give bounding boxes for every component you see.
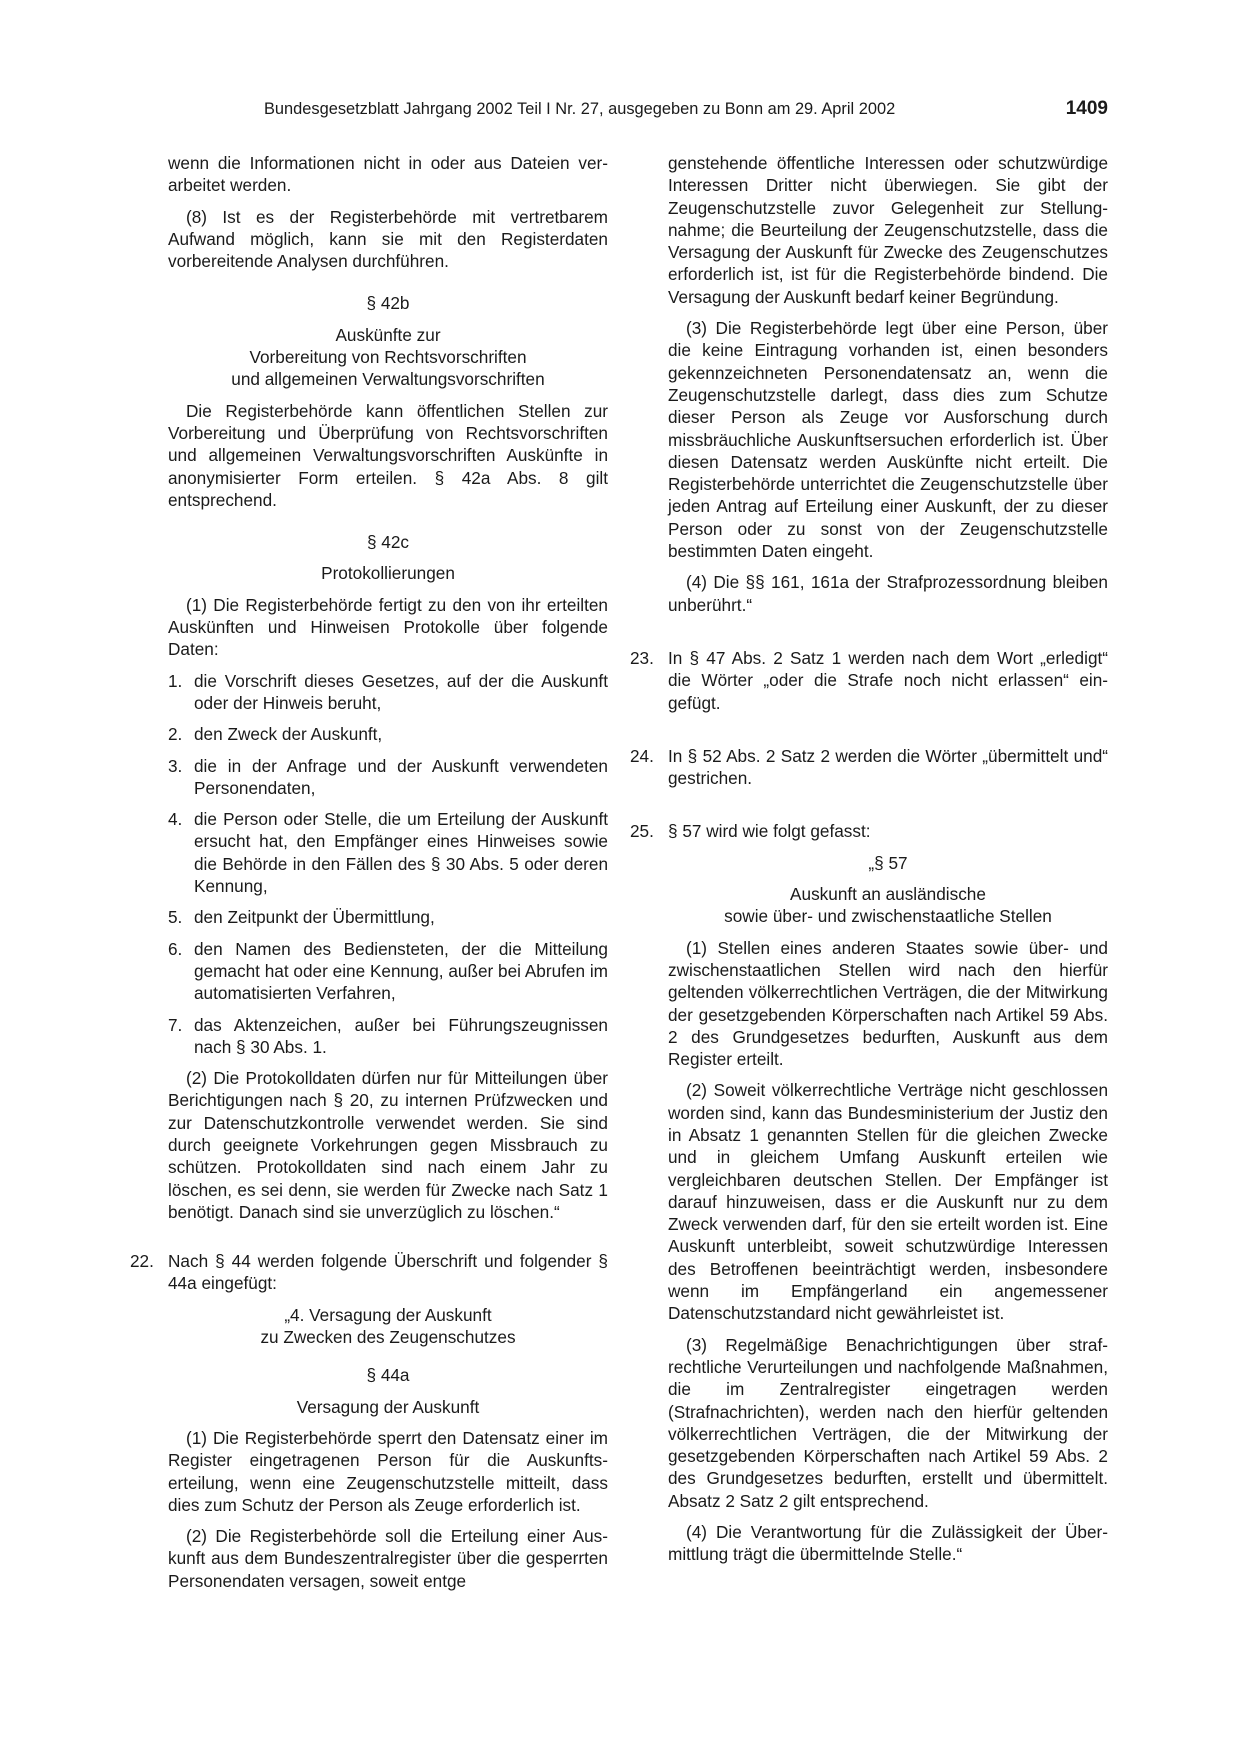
section-44a-paragraph-3: (3) Die Registerbehörde legt über eine Person, über die keine Eintragung vorhanden ist, einen besonders gekennzeichneten Personendatensatz an, wenn die Zeugenschutzstelle darlegt, dass dies zum Schutze dieser Person als Zeuge vor Ausforschung durch missbräuchliche Auskunftsersuchen erforderlich ist. Über diesen Datensatz werden Auskünfte nicht erteilt. Die Registerbehörde unterrichtet die Zeugenschutzstelle über jeden Antrag auf Erteilung einer Auskunft, der zu dieser Person oder zu sonst von der Zeugenschutzstelle bestimmten Daten eingeht. <box>668 318 1108 562</box>
list-item <box>168 1014 608 1059</box>
amendment-24 <box>632 745 1108 790</box>
page-number: 1409 <box>1065 98 1108 119</box>
amendment-23 <box>632 647 1108 714</box>
section-42b-title-line-1: Auskünfte zur <box>335 324 441 345</box>
list-item <box>168 906 608 928</box>
section-57-heading: „§ 57 <box>868 852 908 873</box>
subheading-line-2: zu Zwecken des Zeugenschutzes <box>260 1327 516 1348</box>
section-42b-title-line-2: Vorbereitung von Rechtsvorschriften <box>249 347 527 368</box>
paragraph-8: (8) Ist es der Registerbehörde mit vertretbarem Aufwand möglich, kann sie mit den Registerdaten vorbereitende Analysen durchführen. <box>168 206 608 272</box>
amendment-text: Nach § 44 werden folgende Überschrift und folgender § 44a eingefügt: <box>168 1251 608 1294</box>
list-item-text: die in der Anfrage und der Auskunft verwendeten Personendaten, <box>194 755 608 798</box>
section-42b-text: Die Registerbehörde kann öffentlichen Stellen zur Vorbereitung und Überprüfung von Rechtsvorschriften und allgemeinen Verwaltungsvorschriften Auskünfte in anonymisierter Form erteilen. § 42a Abs. 8 gilt entsprechend. <box>168 400 608 510</box>
list-item-number: 6. <box>168 938 183 959</box>
continued-paragraph: genstehende öffentliche Interessen oder schutzwürdige Interessen Dritter nicht überwiegen. Sie gibt der Zeugenschutzstelle zuvor Gelegenheit zur Stellungnahme; die Beurteilung der Zeugenschutzstelle, dass die Versagung der Auskunft für Zwecke des Zeugenschutzes erforderlich ist, ist für die Registerbehörde bindend. Die Versagung der Auskunft bedarf keiner Begründung. <box>668 153 1108 307</box>
amendment-number: 22. <box>130 1251 154 1272</box>
list-item-number: 7. <box>168 1014 183 1035</box>
list-item <box>168 938 608 1005</box>
list-item-number: 5. <box>168 907 183 928</box>
list-item-number: 1. <box>168 670 183 691</box>
list-item <box>168 723 608 745</box>
right-column <box>630 152 1108 1575</box>
section-57-paragraph-3: (3) Regelmäßige Benachrichtigungen über strafrechtliche Verurteilungen und nachfolgende Maßnahmen, die im Zentralregister eingetragen werden (Strafnachrichten), werden nach den hierfür geltenden völkerrechtlichen Verträgen, die der Mitwirkung der gesetzgebenden Körperschaften nach Artikel 59 Abs. 2 des Grundgesetzes bedurften, erstellt und übermittelt. Absatz 2 Satz 2 gilt entsprechend. <box>668 1334 1108 1511</box>
section-42b-title-line-3: und allgemeinen Verwaltungsvorschriften <box>231 369 545 390</box>
list-item-text: den Zweck der Auskunft, <box>194 724 383 745</box>
amendment-text: § 57 wird wie folgt gefasst: <box>668 821 871 842</box>
section-44a-paragraph-2: (2) Die Registerbehörde soll die Erteilung einer Auskunft aus dem Bundeszentralregister über die gesperrten Personendaten versagen, soweit entge <box>168 1526 608 1591</box>
section-44a-heading: § 44a <box>366 1365 410 1386</box>
list-item-number: 2. <box>168 724 183 745</box>
list-item-text: den Zeitpunkt der Übermittlung, <box>194 907 435 928</box>
amendment-number: 24. <box>630 745 654 766</box>
amendment-text: In § 52 Abs. 2 Satz 2 werden die Wörter „übermittelt und“ gestrichen. <box>668 745 1108 789</box>
amendment-number: 23. <box>630 647 654 668</box>
list-item <box>168 755 608 800</box>
list-item-text: die Vorschrift dieses Gesetzes, auf der die Auskunft oder der Hinweis beruht, <box>194 670 608 713</box>
section-44a-paragraph-1: (1) Die Registerbehörde sperrt den Datensatz einer im Register eingetragenen Person für die Auskunftserteilung, wenn eine Zeugenschutzstelle mitteilt, dass dies zum Schutz der Person als Zeuge erforderlich ist. <box>168 1427 608 1515</box>
list-item-text: die Person oder Stelle, die um Erteilung der Auskunft ersucht hat, den Empfänger eines Hinweises sowie die Behörde in den Fällen des § 30 Abs. 5 oder deren Kennung, <box>194 809 608 897</box>
section-57-title-line-2: sowie über- und zwischenstaatliche Stellen <box>724 906 1052 927</box>
list-item-number: 4. <box>168 809 183 830</box>
section-44a-title: Versagung der Auskunft <box>296 1396 480 1417</box>
running-head: Bundesgesetzblatt Jahrgang 2002 Teil I Nr. 27, ausgegeben zu Bonn am 29. April 2002 <box>264 100 896 118</box>
list-item-number: 3. <box>168 755 183 776</box>
section-42c-title: Protokollierungen <box>321 563 455 584</box>
section-42c-paragraph-1: (1) Die Registerbehörde fertigt zu den von ihr erteilten Auskünften und Hinweisen Protokolle über folgende Daten: <box>168 594 608 660</box>
continued-paragraph: wenn die Informationen nicht in oder aus Dateien verarbeitet werden. <box>168 153 608 196</box>
section-57-paragraph-4: (4) Die Verantwortung für die Zulässigkeit der Übermittlung trägt die übermittelnde Stelle.“ <box>668 1522 1108 1565</box>
section-57-paragraph-1: (1) Stellen eines anderen Staates sowie über- und zwischenstaatlichen Stellen wird nach den hierfür geltenden völkerrechtlichen Verträgen, die der Mitwirkung der gesetzgebenden Körperschaften nach Artikel 59 Abs. 2 des Grundgesetzes bedurften, Auskunft aus dem Register erteilt. <box>668 937 1108 1070</box>
section-57-title-line-1: Auskunft an ausländische <box>790 884 986 905</box>
amendment-text: In § 47 Abs. 2 Satz 1 werden nach dem Wort „erledigt“ die Wörter „oder die Strafe noch nicht erlassen“ eingefügt. <box>668 647 1108 713</box>
section-42c-heading: § 42c <box>366 532 410 553</box>
section-42c-paragraph-2: (2) Die Protokolldaten dürfen nur für Mitteilungen über Berichtigungen nach § 20, zu internen Prüfzwecken und zur Datenschutzkontrolle verwendet werden. Sie sind durch geeignete Vorkehrungen gegen Missbrauch zu schützen. Protokolldaten sind nach einem Jahr zu löschen, es sei denn, sie werden für Zwecke nach Satz 1 benötigt. Danach sind sie unverzüglich zu löschen.“ <box>168 1068 608 1222</box>
subheading-line-1: „4. Versagung der Auskunft <box>284 1304 492 1325</box>
amendment-25 <box>632 820 1108 842</box>
section-44a-paragraph-4: (4) Die §§ 161, 161a der Strafprozessordnung bleiben unberührt.“ <box>668 572 1108 615</box>
section-57-paragraph-2: (2) Soweit völkerrechtliche Verträge nicht geschlossen worden sind, kann das Bundesministerium der Justiz den in Absatz 1 genannten Stellen für die gleichen Zwecke und in gleichem Umfang Auskunft erteilen wie vergleichbaren deutschen Stellen. Der Empfänger ist darauf hinzuweisen, dass er die Auskunft nur zu dem Zweck verwenden darf, für den sie erteilt worden ist. Eine Auskunft unterbleibt, soweit schutzwürdige Interessen des Betroffenen beeinträchtigt werden, insbesondere wenn im Empfängerland ein angemessener Datenschutzstandard nicht gewährleistet ist. <box>668 1080 1108 1324</box>
list-item <box>168 808 608 897</box>
list-item-text: den Namen des Bediensteten, der die Mitteilung gemacht hat oder eine Kennung, außer bei Abrufen im automatisierten Verfahren, <box>194 938 608 1004</box>
list-item <box>168 670 608 715</box>
amendment-22 <box>132 1250 608 1295</box>
section-42b-heading: § 42b <box>366 293 410 314</box>
left-column <box>130 152 608 1601</box>
page-header <box>168 100 1108 124</box>
list-item-text: das Aktenzeichen, außer bei Führungszeugnissen nach § 30 Abs. 1. <box>194 1014 608 1057</box>
amendment-number: 25. <box>630 821 654 842</box>
